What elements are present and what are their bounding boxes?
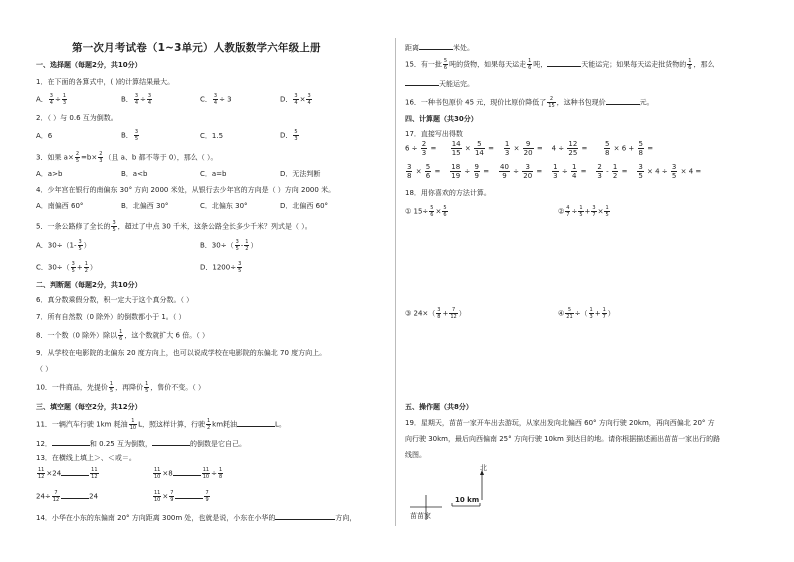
q15-blank-2[interactable] xyxy=(405,78,439,86)
q12-part-c: 的倒数是它自己。 xyxy=(189,440,246,448)
q2-option-c: C．1.5 xyxy=(200,132,224,140)
q5-part-b: ，超过了中点 30 千米，这条公路全长多少千米？列式是（ ）。 xyxy=(117,222,312,231)
column-divider xyxy=(395,38,396,526)
calc-3-b: + xyxy=(442,309,449,318)
q10-part-c: ，售价不变。（ ） xyxy=(150,383,206,392)
calc-3-c: ） xyxy=(458,309,466,318)
question-17: 17．直接写出得数 xyxy=(405,130,463,138)
q11-part-b: L，照这样计算，行驶 xyxy=(138,420,205,429)
calc-4-d: ） xyxy=(607,309,615,318)
q11-part-c: km耗油 xyxy=(212,420,238,429)
q16-part-c: 元。 xyxy=(639,98,654,107)
q14-blank-2[interactable] xyxy=(419,42,453,50)
calc-2-b: ÷ xyxy=(571,207,578,216)
q4-option-b: B．北偏西 30° xyxy=(121,202,169,210)
q3-part-b: =b× xyxy=(81,153,98,162)
q1-B-op: ÷ xyxy=(140,95,146,104)
mental-calc-row-1: 6 ÷ $\frac{2}{3}$ = $\frac{14}{15}$ × $\frac{5}{14}$ = $\frac{1}{3}$ × $\frac{9}{20}$ = 4 ÷ $\frac{12}{25}$ = $\frac{5}{8}$ × 6 + $\frac{5}{8}$ = xyxy=(405,140,654,157)
q1-C: C． xyxy=(200,95,212,104)
q3-part-c: （且 a、b 都不等于 0），那么（ ）。 xyxy=(104,153,218,162)
page-title: 第一次月考试卷（1~3单元）人教版数学六年级上册 xyxy=(72,42,321,54)
q15-blank-1[interactable] xyxy=(547,59,581,67)
calc-item-2: ② $\frac{4}{7}$ ÷ $\frac{1}{5}$ + $\frac{3}{7}$ × $\frac{1}{5}$ xyxy=(558,205,609,218)
question-16: 16．一种书包原价 45 元，现价比原价降低了 $\frac{2}{15}$ ，这种书包现价 元。 xyxy=(405,96,654,109)
question-19-line-1: 19．星期天，苗苗一家开车出去游玩，从家出发向北偏西 60° 方向行驶 20km，再向西偏北 20° 方 xyxy=(405,419,715,427)
q4-option-d: D．北偏西 60° xyxy=(280,202,329,210)
q13-2-op: ×8 xyxy=(162,469,173,478)
q10-part-a: 10．一件商品，先提价 xyxy=(36,383,108,392)
calc-2-a: ② xyxy=(558,207,565,216)
q14-blank-1[interactable] xyxy=(275,512,335,520)
q15-part-b: 吨的货物，如果每天运走 xyxy=(449,60,527,69)
calc-item-4: ④ $\frac{5}{21}$ ÷（ $\frac{1}{3}$ + $\frac{1}{7}$ ） xyxy=(558,307,615,320)
question-15: 15．有一批 $\frac{5}{6}$ 吨的货物，如果每天运走 $\frac{1}{6}$ 吨， 天能运完；如果每天运走批货物的 $\frac{1}{6}$ ，那么 xyxy=(405,58,715,71)
question-9-paren: （ ） xyxy=(36,365,53,373)
question-7: 7．所有自然数（0 除外）的倒数都小于 1。（ ） xyxy=(36,313,186,321)
q13-blank-2[interactable] xyxy=(173,468,201,476)
q5-C: C．30÷（ xyxy=(36,263,70,272)
q1-D-op: × xyxy=(299,95,306,104)
north-label: 北 xyxy=(480,464,487,472)
q4-option-a: A．南偏西 60° xyxy=(36,202,84,210)
question-11: 11．一辆汽车行驶 1km 耗油 $\frac{1}{10}$ L，照这样计算，行驶 $\frac{1}{2}$ km耗油 L。 xyxy=(36,418,286,431)
question-3: 3．如果 a× $\frac{2}{5}$ =b× $\frac{2}{3}$ （且 a、b 都不等于 0），那么（ ）。 xyxy=(36,151,218,164)
q5-B-mid: - xyxy=(240,241,244,250)
q13-blank-4[interactable] xyxy=(175,491,203,499)
q1-D: D． xyxy=(280,95,293,104)
home-label: 苗苗家 xyxy=(410,512,431,520)
question-14-continued xyxy=(405,42,474,52)
q5-D: D．1200÷ xyxy=(200,263,237,272)
section-5-header: 五、操作题（共8分） xyxy=(405,403,473,411)
question-1: 1．在下面的各算式中，( )的计算结果最大。 xyxy=(36,78,175,86)
q5-A: A．30÷（1- xyxy=(36,241,77,250)
q12-blank-1[interactable] xyxy=(52,438,90,446)
scale-label: 10 km xyxy=(455,496,480,504)
q13-1-op: ×24 xyxy=(46,469,62,478)
q15-part-d: 天能运完；如果每天运走批货物的 xyxy=(581,60,687,69)
question-14 xyxy=(36,512,356,522)
q14-part-a: 14．小华在小东的东偏南 20° 方向距离 300m 处，也就是说，小东在小华的 xyxy=(36,514,276,522)
q11-part-a: 11．一辆汽车行驶 1km 耗油 xyxy=(36,420,128,429)
q2-option-b: B． $\frac{3}{5}$ xyxy=(121,129,138,142)
section-4-header: 四、计算题（共30分） xyxy=(405,115,478,123)
q5-C-mid: + xyxy=(76,263,83,272)
q13-item-2: $\frac{11}{10}$ ×8 $\frac{11}{10}$ ÷ $\frac{1}{8}$ xyxy=(154,467,223,480)
q12-part-a: 12． xyxy=(36,440,52,448)
question-2: 2．（ ）与 0.6 互为倒数。 xyxy=(36,114,118,122)
mental-calc-row-2: $\frac{3}{8}$ × $\frac{5}{6}$ = $\frac{18}{19}$ ÷ $\frac{9}{9}$ = $\frac{40}{9}$ ÷ $\frac{3}{20}$ = $\frac{1}{3}$ ÷ $\frac{1}{4}$ = $\frac{2}{3}$ - $\frac{1}{2}$ = $\frac{3}{5}$ × 4 ÷ $\frac{3}{5}$ × 4 = xyxy=(407,163,702,180)
question-5: 5．一条公路修了全长的 $\frac{3}{5}$ ，超过了中点 30 千米，这条公路全长多少千米？列式是（ ）。 xyxy=(36,220,312,233)
q2-option-a: A．6 xyxy=(36,132,53,140)
section-3-header: 三、填空题（每空2分，共12分） xyxy=(36,403,142,411)
q5-option-d: D．1200÷ $\frac{3}{5}$ xyxy=(200,261,242,274)
q11-part-d: L。 xyxy=(275,420,286,429)
calc-2-c: + xyxy=(584,207,591,216)
q2-D: D． xyxy=(280,131,293,140)
q15-part-f: 天能运完。 xyxy=(439,80,474,88)
q1-B: B． xyxy=(121,95,133,104)
q3-option-d: D．无法判断 xyxy=(280,170,321,178)
q3-option-a: A．a>b xyxy=(36,170,63,178)
q15-part-e: ，那么 xyxy=(693,60,715,69)
q16-part-b: ，这种书包现价 xyxy=(556,98,606,107)
question-15-line-2 xyxy=(405,78,474,88)
q1-A-op: ÷ xyxy=(54,95,61,104)
q16-blank[interactable] xyxy=(606,97,640,105)
q10-part-b: ，再降价 xyxy=(115,383,144,392)
section-1-header: 一、选择题（每题2分，共10分） xyxy=(36,61,142,69)
question-19-line-3: 线图。 xyxy=(405,451,426,459)
q13-blank-3[interactable] xyxy=(61,491,89,499)
q2-B: B． xyxy=(121,131,133,140)
calc-4-b: ÷（ xyxy=(574,309,588,318)
calc-2-d: × xyxy=(597,207,604,216)
calc-item-1: ① 15÷ $\frac{5}{6}$ × $\frac{5}{6}$ xyxy=(405,205,447,218)
q15-part-a: 15．有一批 xyxy=(405,60,442,69)
q12-part-b: 和 0.25 互为倒数， xyxy=(89,440,152,448)
question-6: 6．真分数乘假分数，积一定大于这个真分数。（ ） xyxy=(36,296,194,304)
section-2-header: 二、判断题（每题2分，共10分） xyxy=(36,281,142,289)
q1-C-op: ÷ 3 xyxy=(219,95,232,104)
q5-part-a: 5．一条公路修了全长的 xyxy=(36,222,111,231)
q13-blank-1[interactable] xyxy=(61,468,89,476)
calc-1-b: × xyxy=(435,207,442,216)
question-13: 13．在横线上填上＞、＜或＝。 xyxy=(36,454,136,462)
q13-3-op: 24÷ xyxy=(36,492,51,501)
q4-option-c: C．北偏东 30° xyxy=(200,202,248,210)
q8-part-b: ，这个数就扩大 6 倍。（ ） xyxy=(124,331,209,340)
q13-4-op: × xyxy=(162,492,169,501)
calc-item-3: ③ 24×（ $\frac{3}{8}$ + $\frac{7}{12}$ ） xyxy=(405,307,466,320)
q14-part-d: 米处。 xyxy=(453,44,474,52)
q13-item-4: $\frac{11}{10}$ × $\frac{7}{9}$ $\frac{7}{9}$ xyxy=(154,490,209,503)
q14-part-c: 距离 xyxy=(405,44,419,52)
q5-option-a: A．30÷（1- $\frac{3}{5}$ ） xyxy=(36,239,91,252)
q5-option-b: B．30÷（ $\frac{3}{5}$ - $\frac{1}{2}$ ） xyxy=(200,239,258,252)
question-18: 18．用你喜欢的方法计算。 xyxy=(405,189,491,197)
question-9: 9．从学校在电影院的北偏东 20 度方向上，也可以说成学校在电影院的东偏北 70 度方向上。 xyxy=(36,349,327,357)
q5-option-c: C．30÷（ $\frac{3}{5}$ + $\frac{1}{2}$ ） xyxy=(36,261,97,274)
q1-option-b: B． $\frac{3}{4}$ ÷ $\frac{3}{4}$ xyxy=(121,93,152,106)
q1-options: A． $\frac{3}{4}$ ÷ $\frac{1}{3}$ xyxy=(36,93,67,106)
calc-1-a: ① 15÷ xyxy=(405,207,429,216)
q5-A-end: ） xyxy=(83,241,91,250)
q13-item-3: 24÷ $\frac{7}{12}$ 24 xyxy=(36,490,99,503)
q3-option-c: C．a=b xyxy=(200,170,227,178)
calc-3-a: ③ 24×（ xyxy=(405,309,436,318)
question-19-line-2: 向行驶 30km，最后向西偏南 25° 方向行驶 10km 到达目的地。请你根据描述画出苗苗一家出行的路 xyxy=(405,435,721,443)
q13-item-1: $\frac{11}{12}$ ×24 $\frac{11}{12}$ xyxy=(38,467,98,480)
q12-blank-2[interactable] xyxy=(152,438,190,446)
q1-option-c: C． $\frac{3}{4}$ ÷ 3 xyxy=(200,93,232,106)
q15-part-c: 吨， xyxy=(533,60,548,69)
q13-3-end: 24 xyxy=(89,492,99,501)
question-4: 4．少年宫在银行的南偏东 30° 方向 2000 米处，从银行去少年宫的方向是（ ）方向 2000 米。 xyxy=(36,186,336,194)
q3-option-b: B．a<b xyxy=(121,170,148,178)
q5-B: B．30÷（ xyxy=(200,241,234,250)
question-8: 8．一个数（0 除外）除以 $\frac{1}{6}$ ，这个数就扩大 6 倍。（ ） xyxy=(36,329,209,342)
q1-A: A． xyxy=(36,95,48,104)
calc-4-a: ④ xyxy=(558,309,565,318)
q11-answer-blank[interactable] xyxy=(237,419,275,427)
q2-option-d: D． $\frac{5}{3}$ xyxy=(280,129,298,142)
q8-part-a: 8．一个数（0 除外）除以 xyxy=(36,331,118,340)
q5-C-end: ） xyxy=(89,263,97,272)
q1-option-d: D． $\frac{3}{4}$ × $\frac{3}{4}$ xyxy=(280,93,311,106)
q14-part-b: 方向， xyxy=(335,514,357,522)
question-12 xyxy=(36,438,246,448)
question-10: 10．一件商品，先提价 $\frac{1}{5}$ ，再降价 $\frac{1}{5}$ ，售价不变。（ ） xyxy=(36,381,206,394)
calc-4-c: + xyxy=(594,309,601,318)
q5-B-end: ） xyxy=(250,241,258,250)
q3-part-a: 3．如果 a× xyxy=(36,153,74,162)
q16-part-a: 16．一种书包原价 45 元，现价比原价降低了 xyxy=(405,98,547,107)
